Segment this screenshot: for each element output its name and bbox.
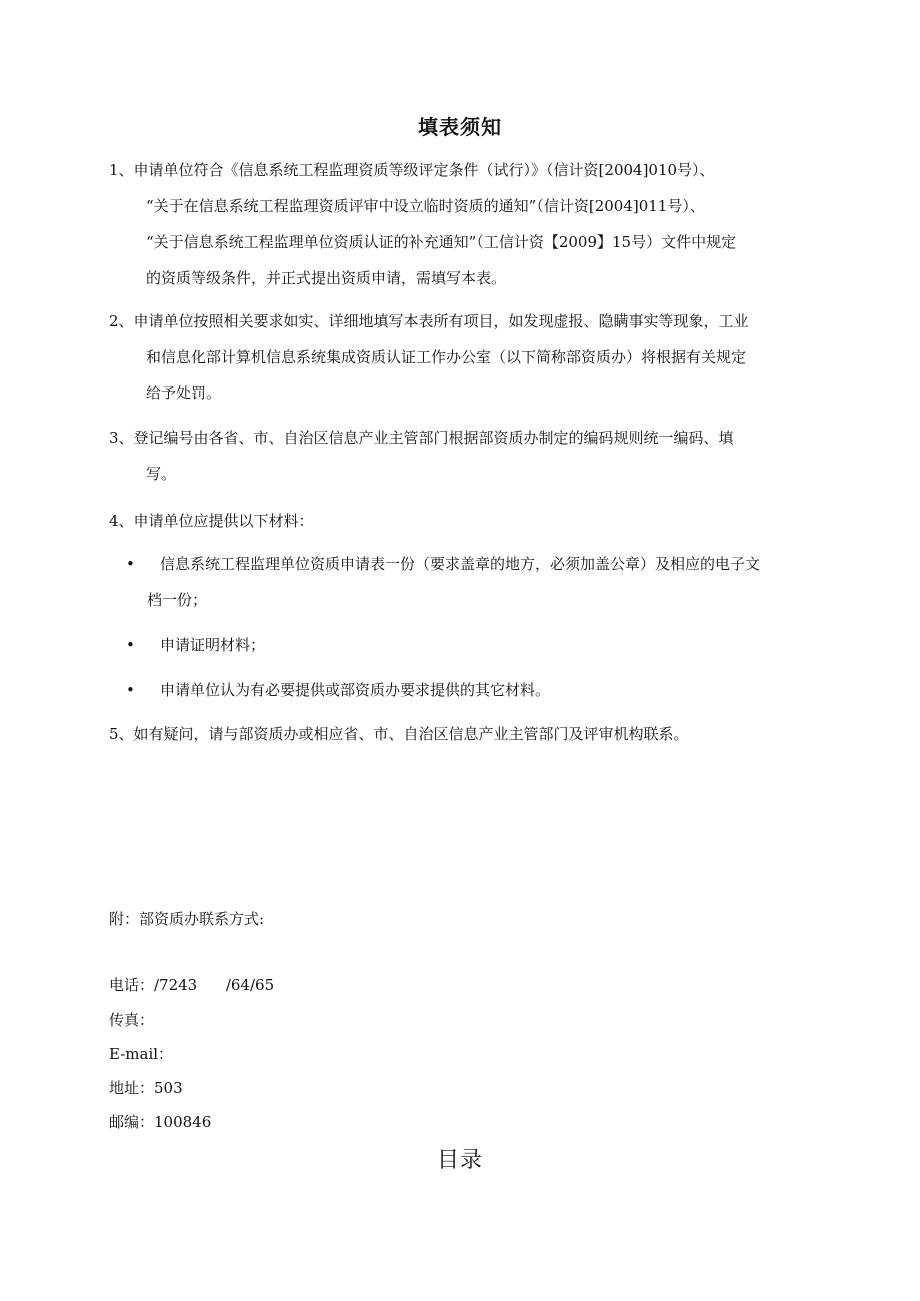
contact-postcode: 邮编：100846 xyxy=(109,1113,212,1131)
bullet-icon: • xyxy=(126,555,135,573)
bullet-line: 申请证明材料； xyxy=(160,636,266,654)
toc-title: 目录 xyxy=(436,1148,483,1173)
bullet-line: 信息系统工程监理单位资质申请表一份（要求盖章的地方，必须加盖公章）及相应的电子文 xyxy=(160,555,761,573)
bullet-line: 档一份； xyxy=(147,591,208,609)
page-title: 填表须知 xyxy=(418,115,502,139)
notice-line: 和信息化部计算机信息系统集成资质认证工作办公室（以下简称部资质办）将根据有关规定 xyxy=(146,348,747,366)
notice-line: 写。 xyxy=(146,465,177,483)
notice-item-4 xyxy=(109,503,839,539)
notice-item-5 xyxy=(109,716,839,752)
notice-line: 3、登记编号由各省、市、自治区信息产业主管部门根据部资质办制定的编码规则统一编码、填 xyxy=(109,429,734,447)
contact-fax: 传真： xyxy=(109,1011,155,1029)
notice-line: 2、申请单位按照相关要求如实、详细地填写本表所有项目，如发现虚报、隐瞒事实等现象，工业 xyxy=(109,312,749,330)
material-bullet-1 xyxy=(126,546,838,618)
notice-line: 的资质等级条件，并正式提出资质申请，需填写本表。 xyxy=(146,269,507,287)
contact-heading: 附：部资质办联系方式: xyxy=(109,910,265,928)
notice-line: 1、申请单位符合《信息系统工程监理资质等级评定条件（试行）》（信计资[2004]010号）、 xyxy=(109,161,715,179)
bullet-line: 申请单位认为有必要提供或部资质办要求提供的其它材料。 xyxy=(160,681,551,699)
material-bullet-2 xyxy=(126,627,838,663)
notice-line: 给予处罚。 xyxy=(146,384,222,402)
notice-item-3 xyxy=(109,420,839,492)
notice-line: “关于信息系统工程监理单位资质认证的补充通知”（工信计资【2009】15号）文件中规定 xyxy=(146,233,737,251)
notice-line: 5、如有疑问，请与部资质办或相应省、市、自治区信息产业主管部门及评审机构联系。 xyxy=(109,725,689,743)
material-bullet-3 xyxy=(126,672,838,708)
bullet-icon: • xyxy=(126,681,135,699)
contact-email: E-mail： xyxy=(109,1045,174,1063)
notice-item-1 xyxy=(109,152,839,296)
contact-address: 地址：503 xyxy=(109,1079,183,1097)
bullet-icon: • xyxy=(126,636,135,654)
contact-phone: 电话：/7243 /64/65 xyxy=(109,976,275,994)
notice-line: 4、申请单位应提供以下材料： xyxy=(109,512,314,530)
notice-line: “关于在信息系统工程监理资质评审中设立临时资质的通知”（信计资[2004]011号）、 xyxy=(146,197,705,215)
notice-item-2 xyxy=(109,303,839,411)
